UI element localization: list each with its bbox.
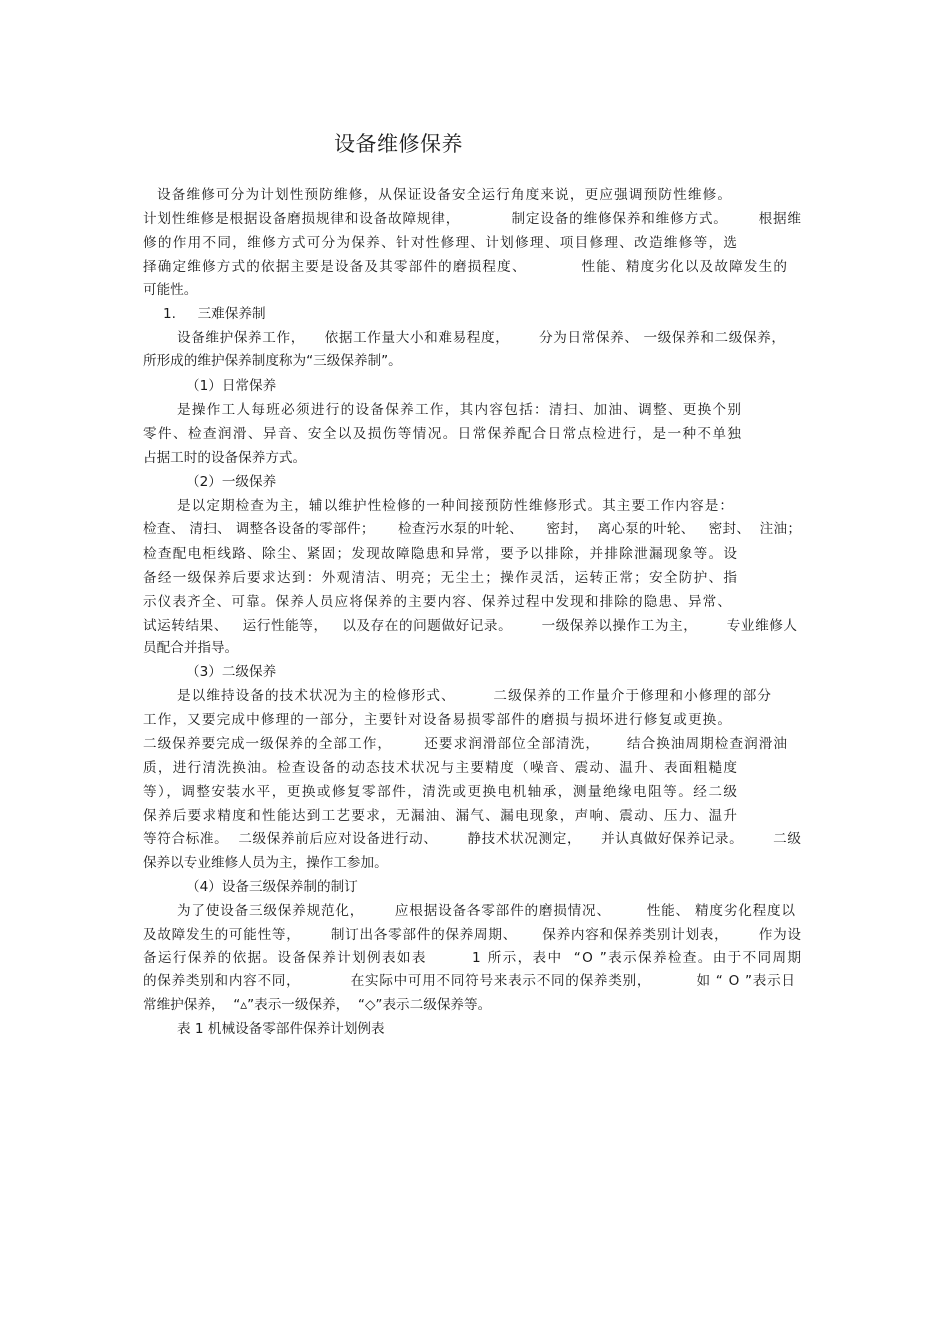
paragraph-line: 常维护保养， “▵”表示一级保养， “◇”表示二级保养等。 [143, 997, 492, 1013]
paragraph-line: 为了使设备三级保养规范化， 应根据设备各零部件的磨损情况、 性能、 精度劣化程度以 [177, 903, 796, 919]
paragraph-line: （4）设备三级保养制的制订 [186, 879, 358, 895]
paragraph-line: （3）二级保养 [186, 664, 277, 680]
paragraph-line: 的保养类别和内容不同， 在实际中可用不同符号来表示不同的保养类别， 如 “ O ”表示日 [143, 973, 796, 989]
paragraph-line: 及故障发生的可能性等， 制订出各零部件的保养周期、 保养内容和保养类别计划表， 作为设 [143, 927, 802, 943]
paragraph-line: 工作，又要完成中修理的一部分，主要针对设备易损零部件的磨损与损坏进行修复或更换。 [143, 712, 733, 728]
paragraph-line: 检查、 清扫、 调整各设备的零部件； 检查污水泵的叶轮、 密封， 离心泵的叶轮、 密封、 注油； [143, 521, 802, 537]
paragraph-line: 设备维修可分为计划性预防维修，从保证设备安全运行角度来说，更应强调预防性维修。 [157, 187, 733, 203]
paragraph-line: 表 1 机械设备零部件保养计划例表 [177, 1021, 385, 1037]
paragraph-line: 择确定维修方式的依据主要是设备及其零部件的磨损程度、 性能、精度劣化以及故障发生的 [143, 259, 789, 275]
paragraph-line: 备经一级保养后要求达到：外观清洁、明亮；无尘土；操作灵活，运转正常；安全防护、指 [143, 570, 739, 586]
paragraph-line: 试运转结果、 运行性能等， 以及存在的问题做好记录。 一级保养以操作工为主， 专业维修人 [143, 618, 798, 634]
paragraph-line: 修的作用不同，维修方式可分为保养、针对性修理、计划修理、项目修理、改造维修等，选 [143, 235, 739, 251]
paragraph-line: 保养以专业维修人员为主，操作工参加。 [143, 855, 388, 871]
paragraph-line: 1. 三难保养制 [163, 306, 266, 322]
paragraph-line: 质，进行清洗换油。检查设备的动态技术状况与主要精度（噪音、震动、温升、表面粗糙度 [143, 760, 739, 776]
paragraph-line: 等符合标准。 二级保养前后应对设备进行动、 静技术状况测定， 并认真做好保养记录。 二级 [143, 831, 802, 847]
paragraph-line: 示仪表齐全、可靠。保养人员应将保养的主要内容、保养过程中发现和排除的隐患、异常、 [143, 594, 733, 610]
paragraph-line: 设备维护保养工作， 依据工作量大小和难易程度， 分为日常保养、 一级保养和二级保养， [177, 330, 786, 346]
paragraph-line: 计划性维修是根据设备磨损规律和设备故障规律， 制定设备的维修保养和维修方式。 根据维 [143, 211, 802, 227]
document-title: 设备维修保养 [334, 132, 463, 156]
paragraph-line: 零件、检查润滑、异音、安全以及损伤等情况。日常保养配合日常点检进行，是一种不单独 [143, 426, 743, 442]
paragraph-line: 所形成的维护保养制度称为“三级保养制”。 [143, 353, 402, 369]
paragraph-line: 是以定期检查为主，辅以维护性检修的一种间接预防性维修形式。其主要工作内容是： [177, 498, 735, 514]
paragraph-line: 等），调整安装水平，更换或修复零部件，清洗或更换电机轴承，测量绝缘电阻等。经二级 [143, 784, 739, 800]
paragraph-line: 备运行保养的依据。设备保养计划例表如表 1 所示，表中 “O ”表示保养检查。由于不同周期 [143, 950, 803, 966]
paragraph-line: 是以维持设备的技术状况为主的检修形式、 二级保养的工作量介于修理和小修理的部分 [177, 688, 773, 704]
paragraph-line: 员配合并指导。 [143, 640, 239, 656]
paragraph-line: 占据工时的设备保养方式。 [143, 450, 307, 466]
paragraph-line: 保养后要求精度和性能达到工艺要求，无漏油、漏气、漏电现象，声响、震动、压力、温升 [143, 808, 739, 824]
paragraph-line: 是操作工人每班必须进行的设备保养工作，其内容包括：清扫、加油、调整、更换个别 [177, 402, 743, 418]
paragraph-line: （2）一级保养 [186, 474, 277, 490]
paragraph-line: （1）日常保养 [186, 378, 277, 394]
paragraph-line: 二级保养要完成一级保养的全部工作， 还要求润滑部位全部清洗， 结合换油周期检查润滑油 [143, 736, 789, 752]
paragraph-line: 检查配电柜线路、除尘、紧固；发现故障隐患和异常，要予以排除，并排除泄漏现象等。设 [143, 546, 739, 562]
paragraph-line: 可能性。 [143, 282, 198, 298]
